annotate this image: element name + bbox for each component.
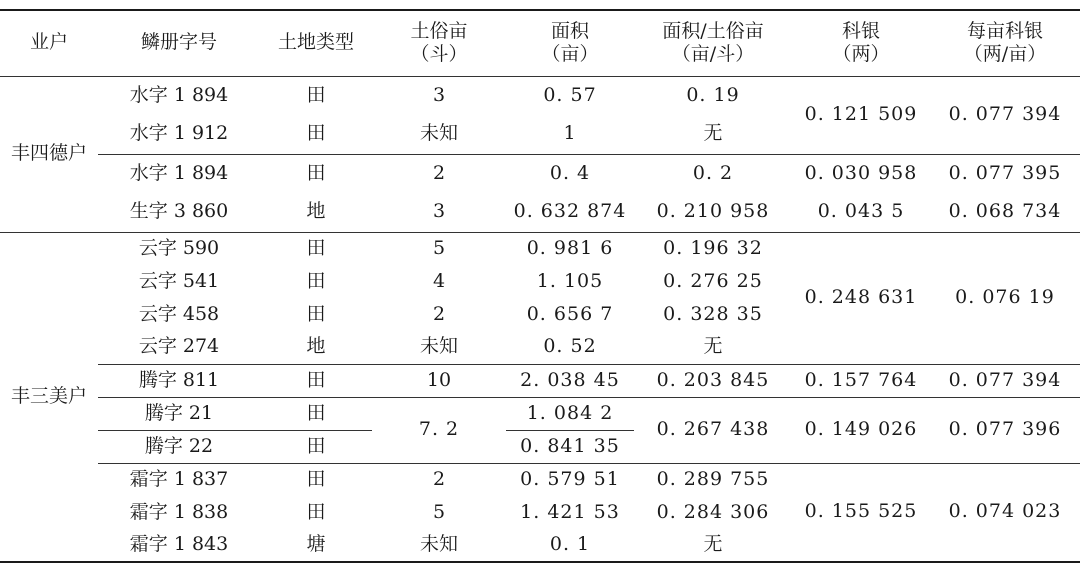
tusu-value: 5 <box>372 232 506 265</box>
table-row <box>0 463 1080 496</box>
register-number: 云字 590 <box>98 232 260 265</box>
land-type: 田 <box>260 397 372 430</box>
land-type: 田 <box>260 463 372 496</box>
land-type: 塘 <box>306 533 326 556</box>
area-value: 2. 038 45 <box>506 364 634 397</box>
area-value: 1. 105 <box>536 269 604 292</box>
ratio-value: 0. 289 755 <box>634 463 792 496</box>
area-value: 0. 57 <box>543 83 597 106</box>
per-mu-value: 0. 076 19 <box>930 232 1080 364</box>
register-number: 生字 3 860 <box>129 200 229 223</box>
ratio-value: 0. 276 25 <box>663 269 763 292</box>
keyin-value: 0. 155 525 <box>792 463 930 562</box>
register-number: 霜字 1 838 <box>129 500 229 523</box>
register-number: 腾字 22 <box>98 430 260 463</box>
ratio-value: 无 <box>703 122 723 145</box>
tusu-value: 未知 <box>419 335 458 358</box>
household-name: 丰四德户 <box>10 142 87 165</box>
register-number: 腾字 811 <box>98 364 260 397</box>
ratio-value: 0. 203 845 <box>634 364 792 397</box>
header-area-per-tusu: 面积/土俗亩 （亩/斗） <box>634 10 792 76</box>
register-number: 腾字 21 <box>98 397 260 430</box>
header-household: 业户 <box>0 10 98 76</box>
keyin-value: 0. 121 509 <box>804 103 918 126</box>
table-row <box>0 397 1080 430</box>
ratio-value: 0. 267 438 <box>634 397 792 463</box>
keyin-value: 0. 030 958 <box>792 154 930 193</box>
land-type: 田 <box>306 269 326 292</box>
per-mu-value: 0. 077 396 <box>930 397 1080 463</box>
per-mu-value: 0. 077 394 <box>948 103 1062 126</box>
header-tusu-mu: 土俗亩 （斗） <box>372 10 506 76</box>
keyin-value: 0. 248 631 <box>792 232 930 364</box>
per-mu-value: 0. 077 395 <box>930 154 1080 193</box>
header-register-number: 鳞册字号 <box>98 10 260 76</box>
tusu-value: 3 <box>432 83 446 106</box>
land-type: 田 <box>260 232 372 265</box>
area-value: 0. 981 6 <box>506 232 634 265</box>
per-mu-value: 0. 074 023 <box>930 463 1080 562</box>
area-value: 0. 841 35 <box>506 430 634 463</box>
table-row <box>0 193 1080 232</box>
tusu-value: 4 <box>432 269 446 292</box>
land-type: 田 <box>260 430 372 463</box>
land-type: 田 <box>306 302 326 325</box>
table-row <box>0 364 1080 397</box>
land-type: 田 <box>306 122 326 145</box>
land-type: 地 <box>306 200 326 223</box>
keyin-value: 0. 043 5 <box>817 200 905 223</box>
keyin-value: 0. 149 026 <box>792 397 930 463</box>
ratio-value: 0. 196 32 <box>634 232 792 265</box>
ratio-value: 0. 210 958 <box>656 200 770 223</box>
table-row <box>0 76 1080 115</box>
land-type: 田 <box>260 154 372 193</box>
table-row <box>0 154 1080 193</box>
header-land-type: 土地类型 <box>260 10 372 76</box>
header-area: 面积 （亩） <box>506 10 634 76</box>
tusu-value: 3 <box>432 200 446 223</box>
land-type: 田 <box>306 500 326 523</box>
land-type: 田 <box>306 83 326 106</box>
register-number: 霜字 1 843 <box>129 533 229 556</box>
tusu-value: 7. 2 <box>372 397 506 463</box>
register-number: 水字 1 912 <box>129 122 229 145</box>
register-number: 霜字 1 837 <box>98 463 260 496</box>
ratio-value: 0. 284 306 <box>656 500 770 523</box>
register-number: 云字 458 <box>138 302 220 325</box>
area-value: 0. 52 <box>543 335 597 358</box>
land-tax-table <box>0 9 1080 563</box>
register-number: 水字 1 894 <box>98 154 260 193</box>
tusu-value: 10 <box>372 364 506 397</box>
household-name: 丰三美户 <box>0 232 98 562</box>
ratio-value: 0. 19 <box>686 83 740 106</box>
land-type: 地 <box>306 335 326 358</box>
header-keyin: 科银 （两） <box>792 10 930 76</box>
register-number: 云字 274 <box>138 335 220 358</box>
area-value: 0. 656 7 <box>526 302 614 325</box>
tusu-value: 未知 <box>419 533 458 556</box>
area-value: 0. 632 874 <box>513 200 627 223</box>
tusu-value: 5 <box>432 500 446 523</box>
register-number: 水字 1 894 <box>129 83 229 106</box>
area-value: 1. 084 2 <box>506 397 634 430</box>
ratio-value: 无 <box>703 335 723 358</box>
tusu-value: 未知 <box>419 122 458 145</box>
header-keyin-per-mu: 每亩科银 （两/亩） <box>930 10 1080 76</box>
ratio-value: 0. 328 35 <box>663 302 763 325</box>
ratio-value: 0. 2 <box>634 154 792 193</box>
tusu-value: 2 <box>432 302 446 325</box>
area-value: 1 <box>563 122 577 145</box>
tusu-value: 2 <box>372 463 506 496</box>
area-value: 0. 4 <box>506 154 634 193</box>
land-type: 田 <box>260 364 372 397</box>
ratio-value: 无 <box>703 533 723 556</box>
tusu-value: 2 <box>372 154 506 193</box>
header-row <box>0 10 1080 76</box>
keyin-value: 0. 157 764 <box>792 364 930 397</box>
area-value: 1. 421 53 <box>520 500 620 523</box>
per-mu-value: 0. 068 734 <box>948 200 1062 223</box>
register-number: 云字 541 <box>138 269 220 292</box>
per-mu-value: 0. 077 394 <box>930 364 1080 397</box>
area-value: 0. 579 51 <box>506 463 634 496</box>
table-row <box>0 232 1080 265</box>
area-value: 0. 1 <box>549 533 591 556</box>
